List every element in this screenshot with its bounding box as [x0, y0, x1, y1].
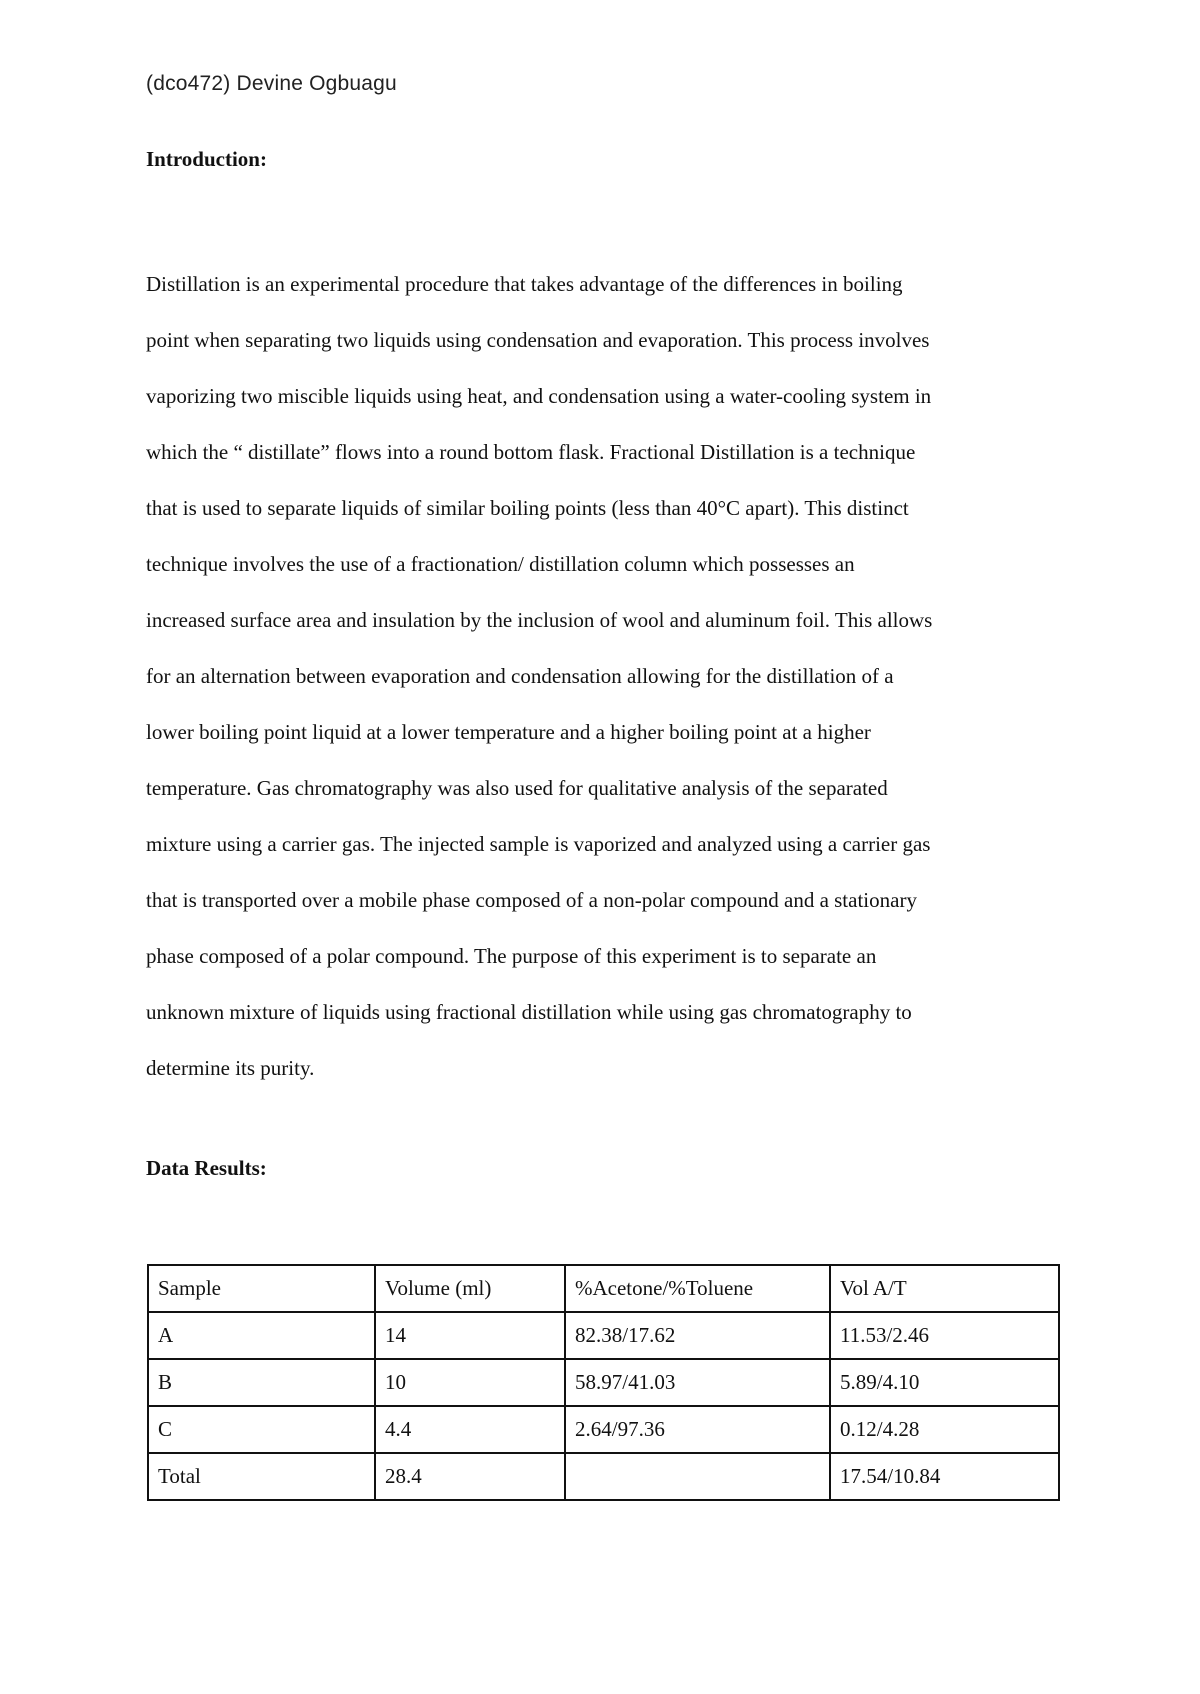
table-row [148, 1312, 1059, 1359]
table-cell [565, 1453, 830, 1500]
paragraph-line: that is transported over a mobile phase composed of a non-polar compound and a stationary [146, 888, 917, 912]
table-cell: Total [148, 1453, 375, 1500]
introduction-heading: Introduction: [146, 147, 267, 171]
column-header-vol-a-t: Vol A/T [830, 1265, 1059, 1312]
paragraph-line: lower boiling point liquid at a lower temperature and a higher boiling point at a higher [146, 720, 871, 744]
data-results-heading: Data Results: [146, 1156, 267, 1180]
results-table [147, 1264, 1060, 1501]
paragraph-line: technique involves the use of a fractionation/ distillation column which possesses an [146, 552, 855, 576]
column-header-percent-acetone-toluene: %Acetone/%Toluene [565, 1265, 830, 1312]
table-header-row [148, 1265, 1059, 1312]
column-header-volume: Volume (ml) [375, 1265, 565, 1312]
table-cell: C [148, 1406, 375, 1453]
paragraph-line: point when separating two liquids using condensation and evaporation. This process involves [146, 328, 930, 352]
paragraph-line: which the “ distillate” flows into a round bottom flask. Fractional Distillation is a technique [146, 440, 916, 464]
table-cell: 10 [375, 1359, 565, 1406]
paragraph-line: phase composed of a polar compound. The purpose of this experiment is to separate an [146, 944, 877, 968]
table-cell: 28.4 [375, 1453, 565, 1500]
table-cell: 2.64/97.36 [565, 1406, 830, 1453]
table-cell: 0.12/4.28 [830, 1406, 1059, 1453]
paragraph-line: for an alternation between evaporation and condensation allowing for the distillation of a [146, 664, 894, 688]
paragraph-line: mixture using a carrier gas. The injected sample is vaporized and analyzed using a carrier gas [146, 832, 931, 856]
table-cell: 4.4 [375, 1406, 565, 1453]
table-row [148, 1359, 1059, 1406]
author-line: (dco472) Devine Ogbuagu [146, 72, 397, 95]
paragraph-line: unknown mixture of liquids using fractional distillation while using gas chromatography to [146, 1000, 912, 1024]
table-cell: 82.38/17.62 [565, 1312, 830, 1359]
table-row [148, 1406, 1059, 1453]
paragraph-line: Distillation is an experimental procedure that takes advantage of the differences in boiling [146, 272, 903, 296]
paragraph-line: increased surface area and insulation by the inclusion of wool and aluminum foil. This allows [146, 608, 933, 632]
paragraph-line: temperature. Gas chromatography was also used for qualitative analysis of the separated [146, 776, 888, 800]
paragraph-line: that is used to separate liquids of similar boiling points (less than 40°C apart). This distinct [146, 496, 909, 520]
table-cell: 17.54/10.84 [830, 1453, 1059, 1500]
table-cell: 14 [375, 1312, 565, 1359]
column-header-sample: Sample [148, 1265, 375, 1312]
paragraph-line: determine its purity. [146, 1056, 315, 1080]
table-cell: 5.89/4.10 [830, 1359, 1059, 1406]
table-cell: 11.53/2.46 [830, 1312, 1059, 1359]
table-cell: B [148, 1359, 375, 1406]
table-total-row [148, 1453, 1059, 1500]
table-cell: A [148, 1312, 375, 1359]
introduction-paragraph [146, 256, 1066, 1096]
paragraph-line: vaporizing two miscible liquids using heat, and condensation using a water-cooling system in [146, 384, 932, 408]
table-cell: 58.97/41.03 [565, 1359, 830, 1406]
